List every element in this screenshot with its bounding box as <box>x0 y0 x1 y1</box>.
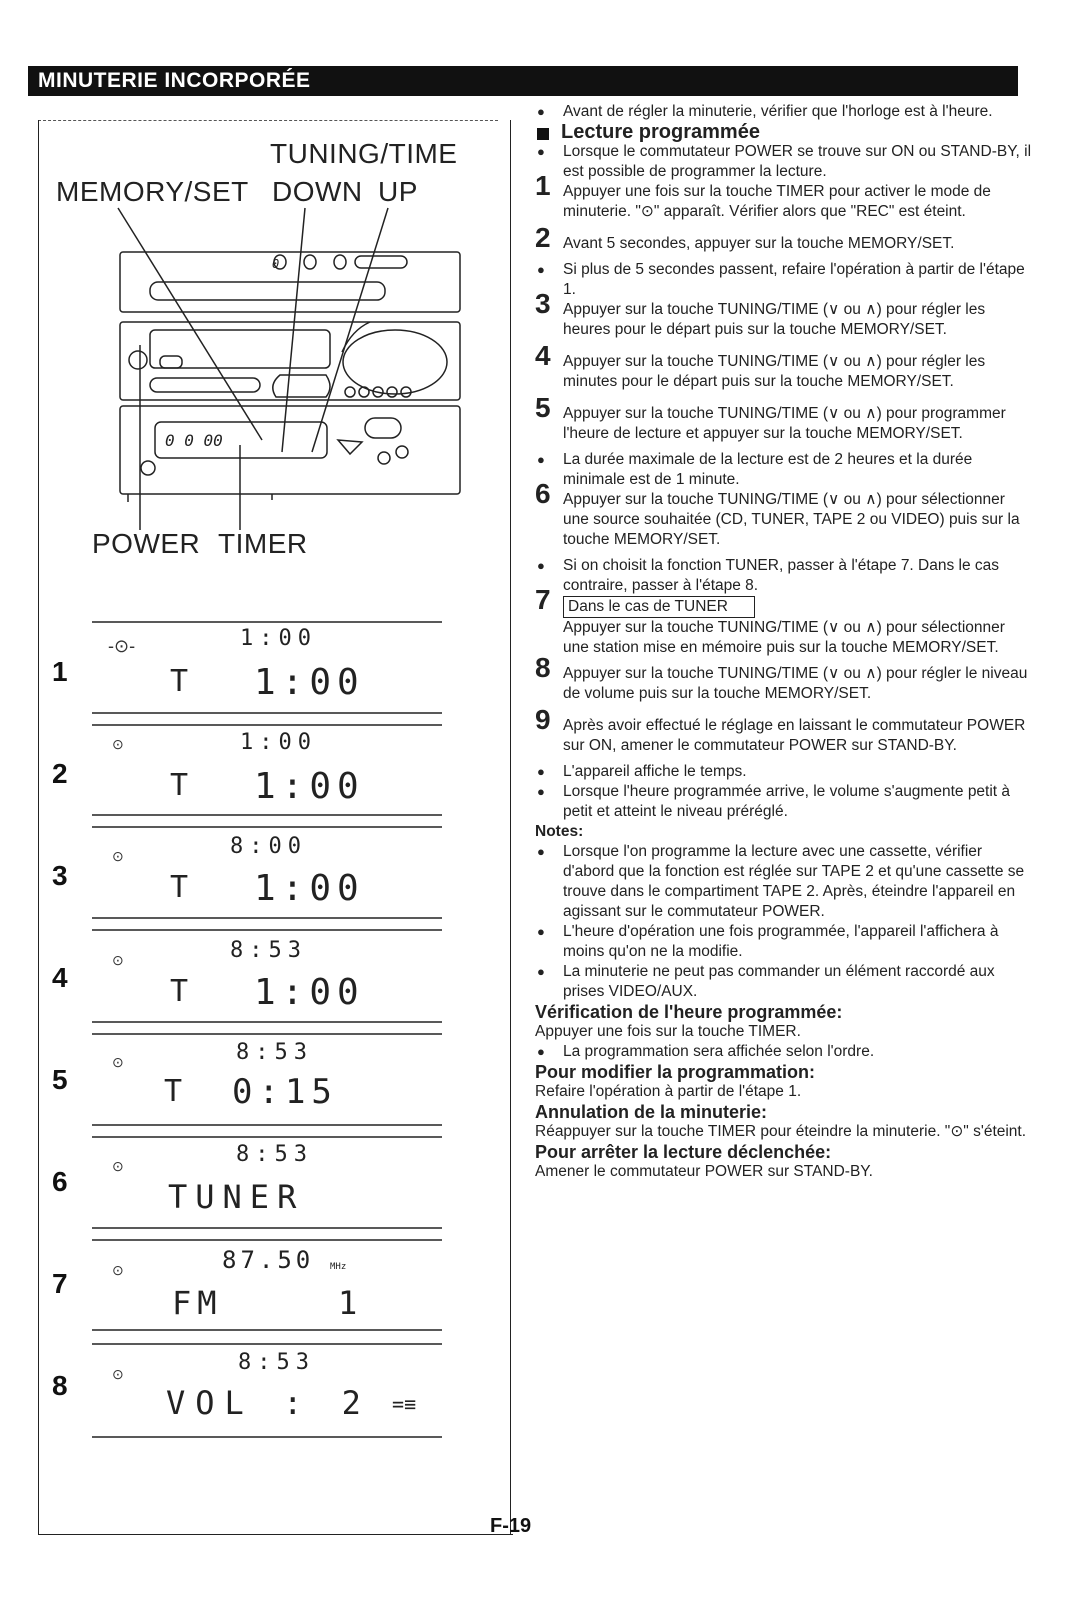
display-top-value: 8:53 <box>236 1142 313 1167</box>
page-number: F-19 <box>490 1515 532 1537</box>
step-9-note-b: ● Lorsque l'heure programmée arrive, le volume s'augmente petit à petit et atteint le niveau préréglé. <box>535 782 1035 822</box>
label-up: UP <box>378 176 418 207</box>
display-top-value: 8:53 <box>238 1350 315 1375</box>
clock-icon: ⊙ <box>112 1366 124 1382</box>
display-top-value: 87.50 <box>222 1246 315 1274</box>
display-top-value: 8:53 <box>236 1040 313 1065</box>
step-number: 1 <box>52 656 68 687</box>
display-band: FM <box>172 1284 223 1322</box>
clock-icon: ⊙ <box>112 736 124 752</box>
clock-icon: ⊙ <box>112 848 124 864</box>
timer-t-indicator: T <box>164 1074 189 1109</box>
svg-text:0 0 00: 0 0 00 <box>165 431 223 450</box>
step-6: 6 Appuyer sur la touche TUNING/TIME (∨ ou ∧) pour sélectionner une source souhaitée (CD, TUNER, TAPE 2 ou VIDEO) puis sur la touche MEMORY/SET. <box>535 478 1020 548</box>
notes-title: Notes: <box>535 823 584 840</box>
step-1-text: Appuyer une fois sur la touche TIMER pour activer le mode de minuterie. "⊙" apparaît. Vérifier alors que "REC" est éteint. <box>563 183 991 220</box>
step-2: 2 Avant 5 secondes, appuyer sur la touche MEMORY/SET. <box>535 222 955 253</box>
step-6-note: ● Si on choisit la fonction TUNER, passer à l'étape 7. Dans le cas contraire, passer à l'étape 8. <box>535 556 1035 596</box>
display-bottom-value: 0:15 <box>232 1072 338 1112</box>
display-bottom-value: 1:00 <box>254 972 365 1013</box>
step-9-text: Après avoir effectué le réglage en laissant le commutateur POWER sur ON, amener le commutateur POWER sur STAND-BY. <box>563 717 1026 754</box>
timer-t-indicator: T <box>170 870 195 905</box>
label-tuning-time: TUNING/TIME <box>270 138 458 169</box>
note-1: ● Lorsque l'on programme la lecture avec une cassette, vérifier d'abord que la fonction est réglée sur TAPE 2 et qu'une cassette se trouve dans le compartiment TAPE 2. Après, éteindre l'appareil en agissant sur le commutateur POWER. <box>535 842 1035 922</box>
section-heading: Lecture programmée <box>535 122 1035 142</box>
instructions-column <box>535 102 1035 1182</box>
verif-bullet: ● La programmation sera affichée selon l'ordre. <box>535 1042 1035 1062</box>
display-bottom-value: 1:00 <box>254 766 365 807</box>
display-bottom-value: 1:00 <box>254 868 365 909</box>
stop-heading: Pour arrêter la lecture déclenchée: <box>535 1142 832 1162</box>
label-down: DOWN <box>272 176 363 207</box>
bullet-power: ● Lorsque le commutateur POWER se trouve sur ON ou STAND-BY, il est possible de programmer la lecture. <box>535 142 1035 182</box>
display-top-value: 8:53 <box>230 938 307 963</box>
step-number: 3 <box>52 860 68 891</box>
step-4-text: Appuyer sur la touche TUNING/TIME (∨ ou ∧) pour régler les minutes pour le départ puis sur la touche MEMORY/SET. <box>563 353 986 390</box>
step-number: 2 <box>52 758 68 789</box>
step-3: 3 Appuyer sur la touche TUNING/TIME (∨ ou ∧) pour régler les heures pour le départ puis sur la touche MEMORY/SET. <box>535 288 986 338</box>
label-memory-set: MEMORY/SET <box>56 176 249 207</box>
step-5: 5 Appuyer sur la touche TUNING/TIME (∨ ou ∧) pour programmer l'heure de lecture et appuyer sur la touche MEMORY/SET. <box>535 392 1006 442</box>
label-power: POWER <box>92 528 201 559</box>
display-top-value: 1:00 <box>240 626 317 651</box>
step-8: 8 Appuyer sur la touche TUNING/TIME (∨ ou ∧) pour régler le niveau de volume puis sur la touche MEMORY/SET. <box>535 652 1028 702</box>
timer-blink-icon: -⊙- <box>108 636 136 656</box>
label-timer: TIMER <box>218 528 308 559</box>
step-number: 4 <box>52 962 68 993</box>
svg-text:0: 0 <box>272 257 280 271</box>
step-9-note-a: ● L'appareil affiche le temps. <box>535 762 1035 782</box>
step-7-box: Dans le cas de TUNER <box>563 596 755 618</box>
timer-t-indicator: T <box>170 664 195 699</box>
note-3: ● La minuterie ne peut pas commander un élément raccordé aux prises VIDEO/AUX. <box>535 962 1035 1002</box>
verif-text: Appuyer une fois sur la touche TIMER. <box>535 1023 801 1040</box>
display-bottom-value: 1:00 <box>254 662 365 703</box>
step-number: 8 <box>52 1370 68 1401</box>
step-1: 1 Appuyer une fois sur la touche TIMER pour activer le mode de minuterie. "⊙" apparaît. Vérifier alors que "REC" est éteint. <box>535 170 991 220</box>
verif-heading: Vérification de l'heure programmée: <box>535 1002 843 1022</box>
step-number: 7 <box>52 1268 68 1299</box>
annul-text: Réappuyer sur la touche TIMER pour éteindre la minuterie. "⊙" s'éteint. <box>535 1123 1027 1140</box>
step-4: 4 Appuyer sur la touche TUNING/TIME (∨ ou ∧) pour régler les minutes pour le départ puis sur la touche MEMORY/SET. <box>535 340 986 390</box>
step-number: 6 <box>52 1166 68 1197</box>
clock-icon: ⊙ <box>112 952 124 968</box>
clock-icon: ⊙ <box>112 1262 124 1278</box>
display-bottom-value: TUNER <box>168 1178 305 1216</box>
timer-t-indicator: T <box>170 974 195 1009</box>
section-title: MINUTERIE INCORPORÉE <box>38 69 311 92</box>
step-number: 5 <box>52 1064 68 1095</box>
display-bottom-value: VOL : 2 <box>166 1384 371 1422</box>
note-2: ● L'heure d'opération une fois programmée, l'appareil l'affichera à moins qu'on ne la modifie. <box>535 922 1035 962</box>
step-2-text: Avant 5 secondes, appuyer sur la touche MEMORY/SET. <box>563 235 955 252</box>
step-7: 7 Dans le cas de TUNER Appuyer sur la touche TUNING/TIME (∨ ou ∧) pour sélectionner une station mise en mémoire puis sur la touche MEMORY/SET. <box>535 584 1005 656</box>
step-3-text: Appuyer sur la touche TUNING/TIME (∨ ou ∧) pour régler les heures pour le départ puis sur la touche MEMORY/SET. <box>563 301 986 338</box>
timer-t-indicator: T <box>170 768 195 803</box>
stop-text: Amener le commutateur POWER sur STAND-BY. <box>535 1163 873 1180</box>
modif-heading: Pour modifier la programmation: <box>535 1062 816 1082</box>
step-7-text: Appuyer sur la touche TUNING/TIME (∨ ou ∧) pour sélectionner une station mise en mémoire puis sur la touche MEMORY/SET. <box>563 619 1005 656</box>
display-top-value: 8:00 <box>230 834 307 859</box>
clock-icon: ⊙ <box>112 1054 124 1070</box>
intro-note: ● Avant de régler la minuterie, vérifier que l'horloge est à l'heure. <box>535 102 1035 122</box>
display-top-value: 1:00 <box>240 730 317 755</box>
step-5-note: ● La durée maximale de la lecture est de 2 heures et la durée minimale est de 1 minute. <box>535 450 1035 490</box>
step-8-text: Appuyer sur la touche TUNING/TIME (∨ ou ∧) pour régler le niveau de volume puis sur la touche MEMORY/SET. <box>563 665 1028 702</box>
display-unit: MHz <box>330 1262 347 1272</box>
panel-bottom-border <box>38 1534 511 1535</box>
display-preset: 1 <box>338 1284 364 1322</box>
step-6-text: Appuyer sur la touche TUNING/TIME (∨ ou ∧) pour sélectionner une source souhaitée (CD, TUNER, TAPE 2 ou VIDEO) puis sur la touche MEMORY/SET. <box>563 491 1020 548</box>
step-2-note: ● Si plus de 5 secondes passent, refaire l'opération à partir de l'étape 1. <box>535 260 1035 300</box>
modif-text: Refaire l'opération à partir de l'étape 1. <box>535 1083 802 1100</box>
clock-icon: ⊙ <box>112 1158 124 1174</box>
step-5-text: Appuyer sur la touche TUNING/TIME (∨ ou ∧) pour programmer l'heure de lecture et appuyer sur la touche MEMORY/SET. <box>563 405 1006 442</box>
volume-bars-icon: =≡ <box>392 1392 417 1416</box>
annul-heading: Annulation de la minuterie: <box>535 1102 768 1122</box>
step-9: 9 Après avoir effectué le réglage en laissant le commutateur POWER sur ON, amener le commutateur POWER sur STAND-BY. <box>535 704 1026 754</box>
